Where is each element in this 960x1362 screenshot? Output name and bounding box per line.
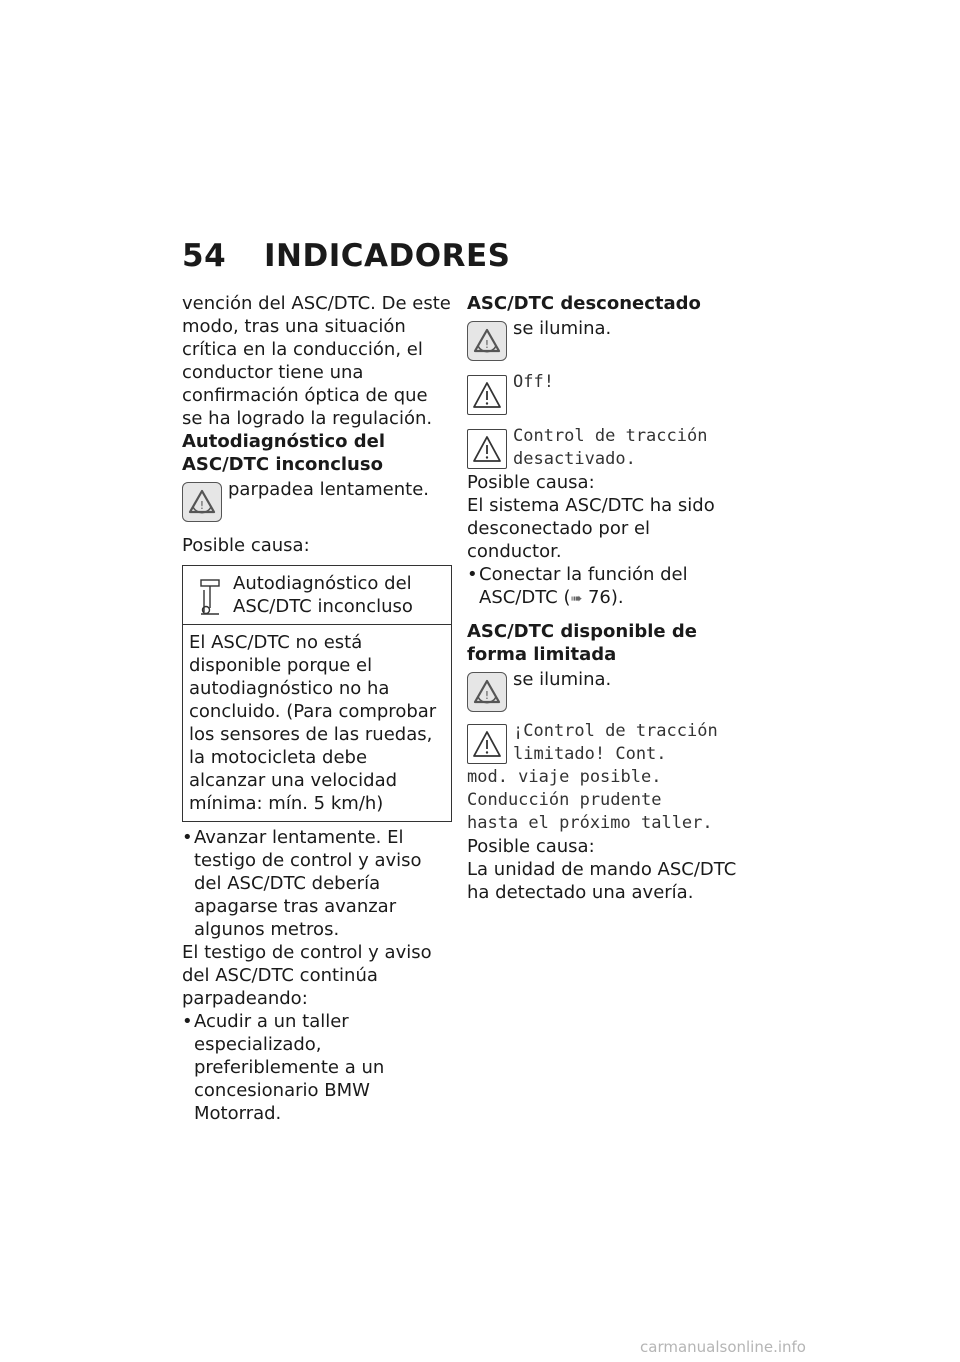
asc-warning-icon xyxy=(467,321,507,361)
display-line: Control de tracción xyxy=(513,426,708,446)
display-text-off: Off! xyxy=(513,372,554,392)
indicator-row-disabled xyxy=(467,317,742,361)
possible-cause-label: Posible causa: xyxy=(182,535,310,556)
page-header xyxy=(182,238,510,274)
section-title-disabled: ASC/DTC desconectado xyxy=(467,293,701,314)
warning-triangle-icon xyxy=(467,429,507,469)
display-line: limitado! Cont. xyxy=(513,744,667,764)
bullet-text xyxy=(479,563,742,611)
page-reference: 76). xyxy=(587,587,624,608)
note-title: Autodiagnóstico del ASC/DTC inconcluso xyxy=(233,573,413,617)
bullet-dot: • xyxy=(467,564,478,585)
display-message-traction-off xyxy=(467,425,742,471)
display-message-limited-head xyxy=(467,720,742,766)
page-title: INDICADORES xyxy=(264,238,511,274)
svg-text:!: ! xyxy=(484,338,490,351)
display-line: desactivado. xyxy=(513,449,636,469)
display-line: hasta el próximo taller. xyxy=(467,813,713,833)
note-body: El ASC/DTC no está disponible porque el autodiagnóstico no ha concluido. (Para comprobar los sensores de las ruedas, la motocicleta debe alcanzar una velocidad mínima: mín. 5 km/h) xyxy=(189,632,437,814)
display-line: mod. viaje posible. xyxy=(467,767,662,787)
display-message-limited xyxy=(467,720,742,835)
indicator-row-selfcheck xyxy=(182,478,452,522)
possible-cause-label: Posible causa: xyxy=(467,472,595,493)
section-title-selfcheck: Autodiagnóstico del ASC/DTC inconcluso xyxy=(182,431,386,475)
indicator-row-limited xyxy=(467,668,742,712)
possible-cause-label: Posible causa: xyxy=(467,836,595,857)
page-number: 54 xyxy=(182,238,227,274)
display-text-traction-off xyxy=(513,425,707,471)
intro-paragraph: vención del ASC/DTC. De este modo, tras una situación crítica en la conducción, el conductor tiene una confirmación óptica de que se ha logrado la regulación. xyxy=(182,293,451,429)
asc-warning-icon xyxy=(182,482,222,522)
display-text-limited-head xyxy=(513,720,718,766)
indicator-text-limited: se ilumina. xyxy=(513,669,612,690)
cause-text: La unidad de mando ASC/DTC ha detectado una avería. xyxy=(467,859,737,903)
bullet-dot: • xyxy=(182,1011,193,1032)
watermark[interactable]: carmanualsonline.info xyxy=(640,1338,806,1356)
left-column xyxy=(182,292,452,1125)
svg-text:!: ! xyxy=(484,689,490,702)
note-box xyxy=(182,565,452,822)
indicator-text-selfcheck: parpadea lentamente. xyxy=(228,479,430,500)
bullet-item xyxy=(182,826,452,941)
asc-warning-icon xyxy=(467,672,507,712)
section-title-limited: ASC/DTC disponible de forma limitada xyxy=(467,621,698,665)
right-column xyxy=(467,292,742,904)
display-line: ¡Control de tracción xyxy=(513,721,718,741)
bullet-item xyxy=(467,563,742,611)
warning-triangle-icon xyxy=(467,724,507,764)
svg-text:!: ! xyxy=(199,499,205,512)
arrow-reference-icon: ➠ xyxy=(570,591,583,607)
indicator-text-disabled: se ilumina. xyxy=(513,318,612,339)
display-line: Conducción prudente xyxy=(467,790,662,810)
bullet-text-main: Conectar la función del ASC/DTC ( xyxy=(479,564,688,608)
wrench-note-icon xyxy=(197,574,227,618)
warning-triangle-icon xyxy=(467,375,507,415)
paragraph-still-flashing: El testigo de control y aviso del ASC/DTC continúa parpadeando: xyxy=(182,942,432,1009)
display-text-limited-rest xyxy=(467,766,742,835)
bullet-text: Acudir a un taller especializado, preferiblemente a un concesionario BMW Motorrad. xyxy=(194,1011,385,1124)
bullet-text: Avanzar lentamente. El testigo de control y aviso del ASC/DTC debería apagarse tras avanzar algunos metros. xyxy=(194,827,422,940)
bullet-dot: • xyxy=(182,827,193,848)
cause-text: El sistema ASC/DTC ha sido desconectado por el conductor. xyxy=(467,495,715,562)
display-message-off xyxy=(467,371,742,415)
bullet-item xyxy=(182,1010,452,1125)
note-header xyxy=(183,566,451,625)
